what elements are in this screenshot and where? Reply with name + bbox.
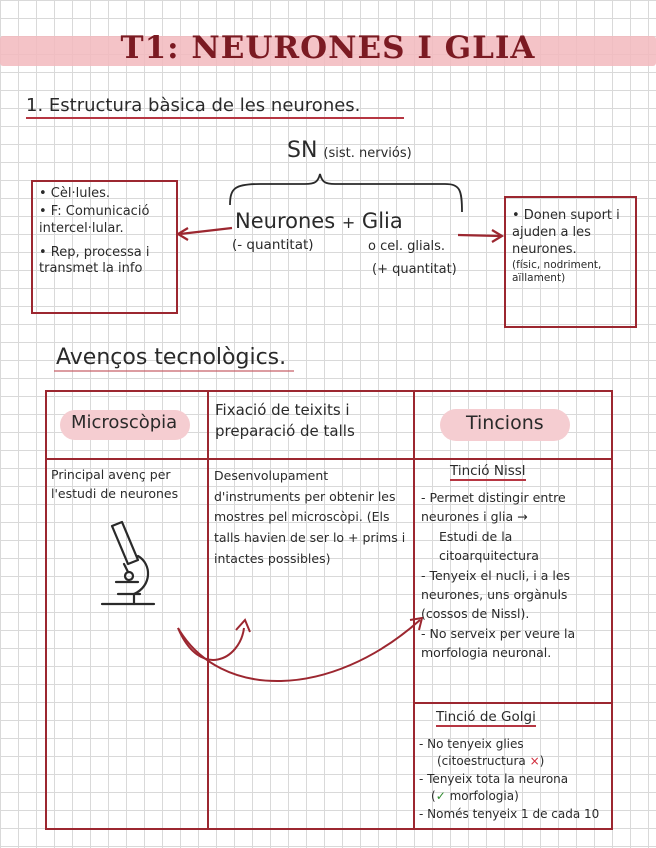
neurones-quantity: (- quantitat)	[232, 237, 314, 253]
section1-heading: 1. Estructura bàsica de les neurones.	[26, 95, 361, 116]
fixacio-text: Desenvolupament d'instruments per obtenir les mostres pel microscòpi. (Els talls havien de ser lo + prims i intactes possibles)	[214, 468, 406, 566]
cross-icon: ×	[529, 754, 540, 769]
neurones-info-item: • F: Comunicació intercel·lular.	[39, 204, 150, 236]
page-title: T1: NEURONES I GLIA	[120, 30, 536, 66]
nissl-item: - No serveix per veure la morfologia neuronal.	[421, 625, 576, 660]
golgi-list	[419, 736, 611, 823]
glia-info-note: (físic, nodriment, aïllament)	[512, 258, 602, 285]
golgi-item: - Tenyeix tota la neurona	[419, 771, 569, 786]
neurones-info-item: • Rep, processa i transmet la info	[39, 244, 150, 276]
section2-heading: Avenços tecnològics.	[56, 345, 287, 370]
header-microscopia: Microscòpia	[71, 412, 178, 433]
neurones-info-item: • Cèl·lules.	[39, 186, 110, 201]
nissl-item: - Permet distingir entre neurones i glia →	[421, 490, 566, 525]
glia-quantity: (+ quantitat)	[372, 262, 457, 277]
golgi-item: - Només tenyeix 1 de cada 10	[419, 806, 600, 821]
golgi-title: Tinció de Golgi	[436, 709, 536, 725]
golgi-item: (✓ morfologia)	[431, 789, 519, 804]
header-fixacio: Fixació de teixits i preparació de talls	[215, 401, 355, 440]
glia-cells: o cel. glials.	[368, 239, 446, 254]
check-icon: ✓	[435, 789, 446, 804]
golgi-item: (citoestructura ×)	[437, 754, 545, 769]
nissl-item: Estudi de la citoarquitectura	[439, 528, 539, 564]
nissl-list	[421, 488, 609, 662]
golgi-item: - No tenyeix glies	[419, 737, 524, 751]
neurones-glia-line: Neurones + Glia	[235, 209, 403, 233]
microscopia-text: Principal avenç per l'estudi de neurones	[51, 467, 179, 501]
header-tincions: Tincions	[466, 412, 544, 434]
glia-info-main: • Donen suport i ajuden a les neurones.	[512, 208, 620, 257]
nissl-title: Tinció Nissl	[450, 463, 526, 479]
sn-label: SN (sist. nerviós)	[287, 138, 412, 163]
nissl-item: - Tenyeix el nucli, i a les neurones, uns orgànuls (cossos de Nissl).	[421, 567, 571, 622]
